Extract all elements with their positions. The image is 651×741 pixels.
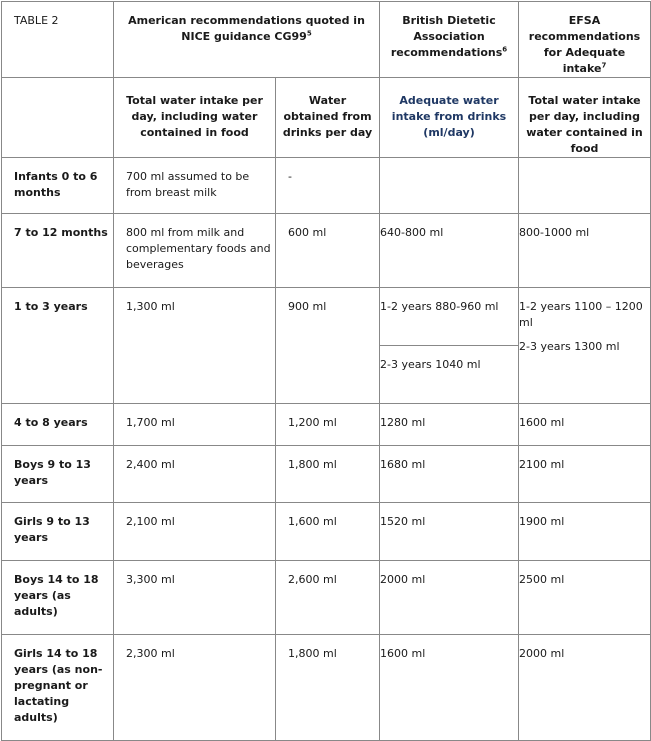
water-drinks-cell: 600 ml (276, 214, 380, 288)
efsa-1-2-years: 1-2 years 1100 – 1200 ml (519, 300, 643, 329)
total-water-cell: 800 ml from milk and complementary foods and beverages (114, 214, 276, 288)
bda-cell: 2000 ml (380, 561, 519, 635)
efsa-cell (519, 288, 651, 404)
water-drinks-cell: 1,800 ml (276, 635, 380, 741)
age-group-cell: 4 to 8 years (2, 404, 114, 446)
efsa-cell: 2500 ml (519, 561, 651, 635)
table-row (2, 404, 651, 446)
efsa-cell (519, 158, 651, 214)
age-group-cell: 1 to 3 years (2, 288, 114, 404)
water-drinks-cell: 2,600 ml (276, 561, 380, 635)
water-drinks-cell: 1,600 ml (276, 503, 380, 561)
water-drinks-subheader: Water obtained from drinks per day (276, 78, 380, 158)
water-drinks-cell: 1,200 ml (276, 404, 380, 446)
table-row (2, 561, 651, 635)
bda-cell: 1520 ml (380, 503, 519, 561)
efsa-cell: 1900 ml (519, 503, 651, 561)
age-group-cell: 7 to 12 months (2, 214, 114, 288)
table-row (2, 635, 651, 741)
table-title: TABLE 2 (2, 2, 114, 78)
water-intake-table (1, 1, 651, 741)
british-dietetic-header: British Dietetic Association recommendations$^6$ (380, 2, 519, 78)
bda-cell: 640-800 ml (380, 214, 519, 288)
total-water-cell: 2,300 ml (114, 635, 276, 741)
empty-subheader-cell (2, 78, 114, 158)
efsa-total-subheader: Total water intake per day, including water contained in food (519, 78, 651, 158)
bda-adequate-subheader: Adequate water intake from drinks (ml/day) (380, 78, 519, 158)
total-water-cell: 1,300 ml (114, 288, 276, 404)
efsa-cell: 800-1000 ml (519, 214, 651, 288)
water-drinks-cell: - (276, 158, 380, 214)
bda-cell: 1600 ml (380, 635, 519, 741)
efsa-cell: 2100 ml (519, 446, 651, 503)
table-row (2, 214, 651, 288)
efsa-2-3-years: 2-3 years 1300 ml (519, 340, 620, 353)
efsa-cell: 1600 ml (519, 404, 651, 446)
total-water-cell: 2,400 ml (114, 446, 276, 503)
age-group-cell: Girls 14 to 18 years (as non-pregnant or lactating adults) (2, 635, 114, 741)
water-drinks-cell: 900 ml (276, 288, 380, 404)
table-row (2, 503, 651, 561)
total-water-cell: 700 ml assumed to be from breast milk (114, 158, 276, 214)
bda-cell: 2-3 years 1040 ml (380, 346, 519, 404)
table-row (2, 158, 651, 214)
water-drinks-cell: 1,800 ml (276, 446, 380, 503)
subheader-row (2, 78, 651, 158)
american-recommendations-header: American recommendations quoted in NICE guidance $CG99^5$ (114, 2, 380, 78)
age-group-cell: Boys 9 to 13 years (2, 446, 114, 503)
group-header-row (2, 2, 651, 78)
total-water-subheader: Total water intake per day, including water contained in food (114, 78, 276, 158)
total-water-cell: 3,300 ml (114, 561, 276, 635)
table-row (2, 446, 651, 503)
efsa-cell: 2000 ml (519, 635, 651, 741)
bda-cell (380, 158, 519, 214)
age-group-cell: Girls 9 to 13 years (2, 503, 114, 561)
age-group-cell: Infants 0 to 6 months (2, 158, 114, 214)
table-row (2, 288, 651, 346)
total-water-cell: 2,100 ml (114, 503, 276, 561)
bda-cell: 1-2 years 880-960 ml (380, 288, 519, 346)
bda-cell: 1680 ml (380, 446, 519, 503)
total-water-cell: 1,700 ml (114, 404, 276, 446)
efsa-header: EFSA recommendations for Adequate intake$^7$ (519, 2, 651, 78)
age-group-cell: Boys 14 to 18 years (as adults) (2, 561, 114, 635)
bda-cell: 1280 ml (380, 404, 519, 446)
